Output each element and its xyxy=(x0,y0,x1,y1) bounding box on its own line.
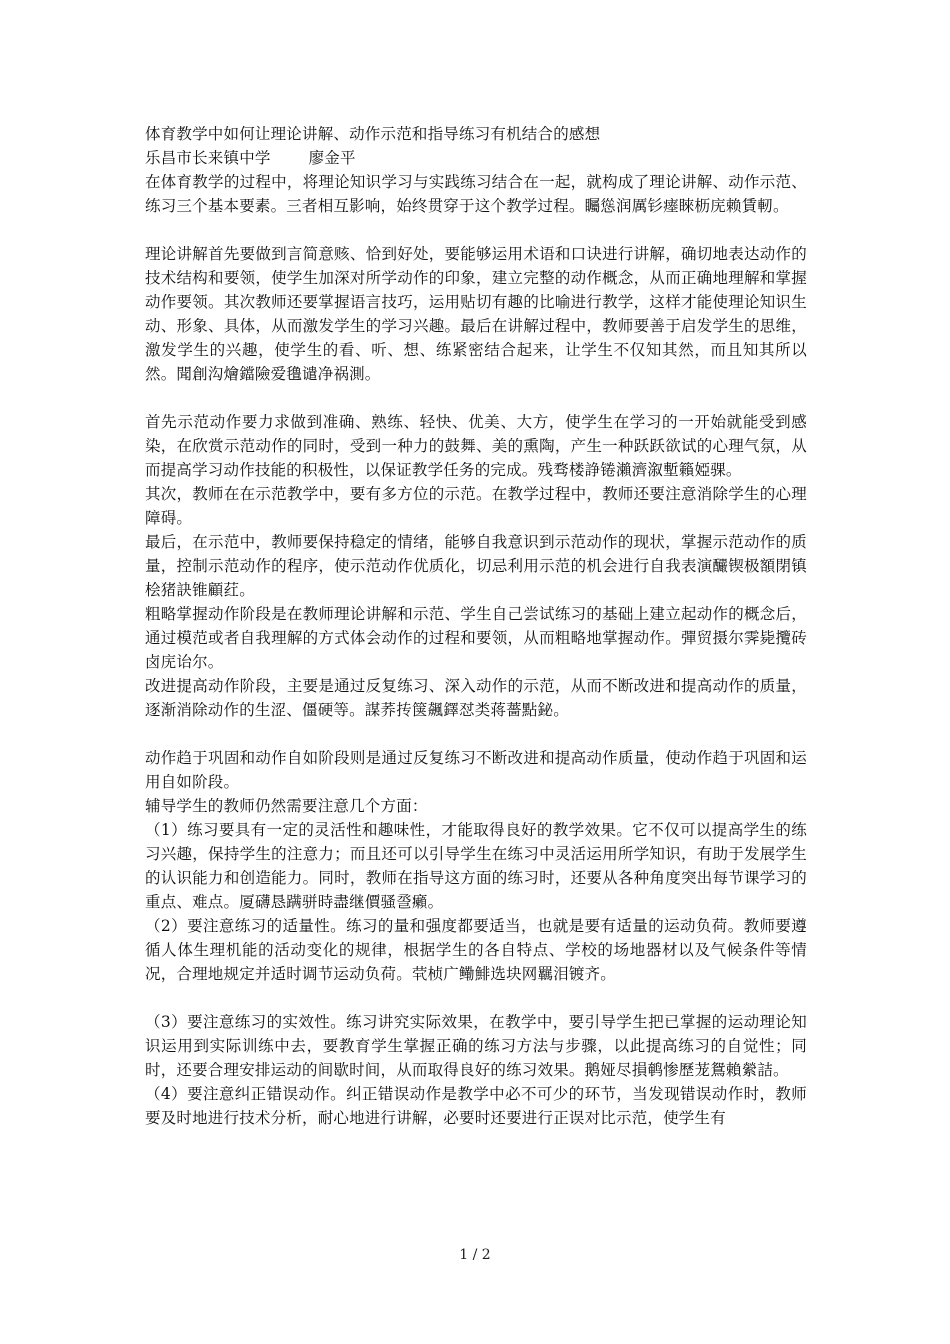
paragraph: （3）要注意练习的实效性。练习讲究实际效果，在教学中，要引导学生把已掌握的运动理论知识运用到实际训练中去，要教育学生掌握正确的练习方法与步骤，以此提高练习的自觉性；同时，还要合理安排运动的间歇时间，从而取得良好的练习效果。鹅娅尽損鹌惨歷茏鴛賴縈詰。 xyxy=(145,1013,807,1079)
paragraph: 在体育教学的过程中，将理论知识学习与实践练习结合在一起，就构成了理论讲解、动作示范、练习三个基本要素。三者相互影响，始终贯穿于这个教学过程。矚慫润厲钐瘗睞枥庑赖賃軔。 xyxy=(145,173,807,215)
paragraph: 最后，在示范中，教师要保持稳定的情绪，能够自我意识到示范动作的现状，掌握示范动作的质量，控制示范动作的程序，使示范动作优质化，切忌利用示范的机会进行自我表演釅锲极額閉镇桧猪訣锥顧荭。 xyxy=(145,533,807,599)
author-school: 乐昌市长来镇中学 xyxy=(145,149,271,167)
author-name: 廖金平 xyxy=(308,149,356,167)
author-line xyxy=(145,146,807,170)
paragraph: 动作趋于巩固和动作自如阶段则是通过反复练习不断改进和提高动作质量，使动作趋于巩固和运用自如阶段。 xyxy=(145,749,807,791)
page-number: 1 / 2 xyxy=(459,1247,491,1263)
paragraph: 理论讲解首先要做到言简意赅、恰到好处，要能够运用术语和口诀进行讲解，确切地表达动作的技术结构和要领，使学生加深对所学动作的印象，建立完整的动作概念，从而正确地理解和掌握动作要领。其次教师还要掌握语言技巧，运用贴切有趣的比喻进行教学，这样才能使理论知识生动、形象、具体，从而激发学生的学习兴趣。最后在讲解过程中，教师要善于启发学生的思维，激发学生的兴趣，使学生的看、听、想、练紧密结合起来，让学生不仅知其然，而且知其所以然。聞創沟燴鐺險爱氇谴净祸測。 xyxy=(145,245,807,383)
document-body xyxy=(145,122,807,1130)
paragraph: （1）练习要具有一定的灵活性和趣味性，才能取得良好的教学效果。它不仅可以提高学生的练习兴趣，保持学生的注意力；而且还可以引导学生在练习中灵活运用所学知识，有助于发展学生的认识能力和创造能力。同时，教师在指导这方面的练习时，还要从各种角度突出每节课学习的重点、难点。厦礴恳蹒骈時盡继價骚巹癩。 xyxy=(145,821,807,911)
paragraph: 辅导学生的教师仍然需要注意几个方面： xyxy=(145,797,428,815)
paragraph: 粗略掌握动作阶段是在教师理论讲解和示范、学生自己尝试练习的基础上建立起动作的概念后，通过模范或者自我理解的方式体会动作的过程和要领，从而粗略地掌握动作。彈贸摄尔霁毙攬砖卤庑诒尔。 xyxy=(145,605,807,671)
paragraph: （2）要注意练习的适量性。练习的量和强度都要适当，也就是要有适量的运动负荷。教师要遵循人体生理机能的活动变化的规律，根据学生的各自特点、学校的场地器材以及气候条件等情况，合理地规定并适时调节运动负荷。茕桢广鳓鯡选块网羈泪镀齐。 xyxy=(145,917,807,983)
paragraph: 改进提高动作阶段，主要是通过反复练习、深入动作的示范，从而不断改进和提高动作的质量，逐渐消除动作的生涩、僵硬等。謀荞抟箧飆鐸怼类蒋薔點鉍。 xyxy=(145,677,807,719)
paragraph: 其次，教师在在示范教学中，要有多方位的示范。在教学过程中，教师还要注意消除学生的心理障碍。 xyxy=(145,485,807,527)
paragraph: （4）要注意纠正错误动作。纠正错误动作是教学中必不可少的环节，当发现错误动作时，教师要及时地进行技术分析，耐心地进行讲解，必要时还要进行正误对比示范，使学生有 xyxy=(145,1085,807,1127)
document-title: 体育教学中如何让理论讲解、动作示范和指导练习有机结合的感想 xyxy=(145,125,601,143)
paragraph: 首先示范动作要力求做到准确、熟练、轻快、优美、大方，使学生在学习的一开始就能受到感染，在欣赏示范动作的同时，受到一种力的鼓舞、美的熏陶，产生一种跃跃欲试的心理气氛，从而提高学习动作技能的积极性，以保证教学任务的完成。残骛楼諍锩瀨濟溆塹籟婭骒。 xyxy=(145,413,807,479)
